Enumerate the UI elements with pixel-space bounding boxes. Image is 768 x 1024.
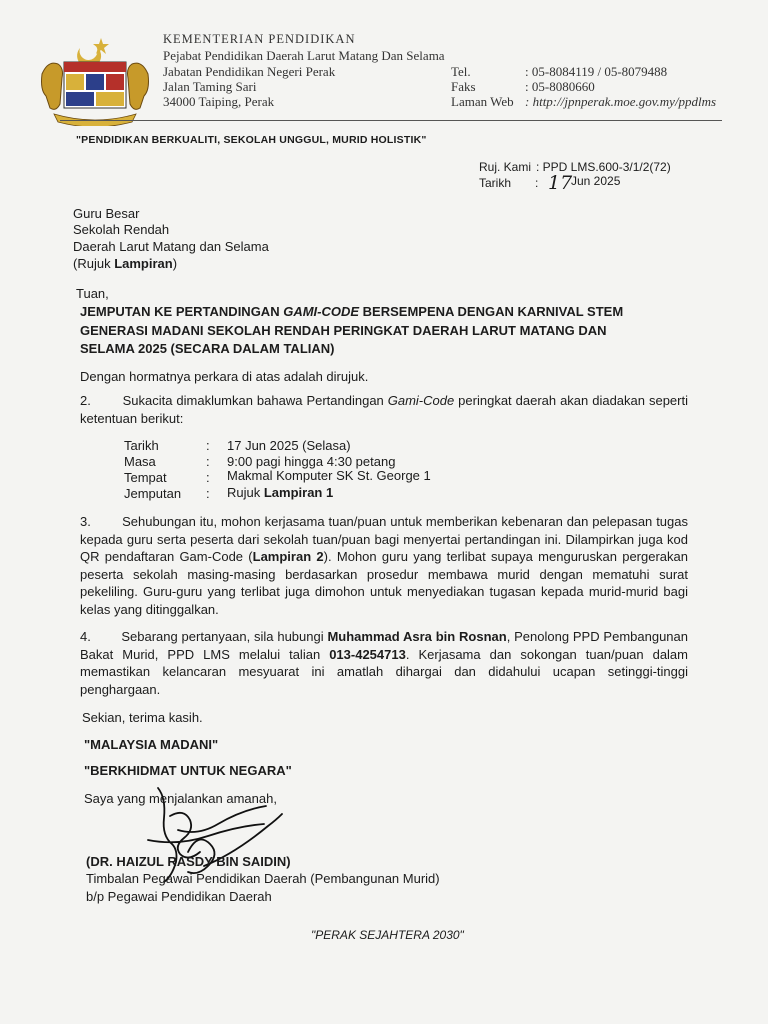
paragraph-2: 2. Sukacita dimaklumkan bahawa Pertandingan Gami-Code peringkat daerah akan diadakan seperti ketentuan berikut: xyxy=(80,393,688,426)
paragraph-4: 4. Sebarang pertanyaan, sila hubungi Muhammad Asra bin Rosnan, Penolong PPD Pembangunan Bakat Murid, PPD LMS melalui talian 013-4254713. Kerjasama dan sokongan tuan/puan dalam memastikan kelancaran mesyuarat ini amatlah dihargai dan didahului ucapan setinggi-tinggi penghargaan. xyxy=(80,629,688,697)
detail-colon: : xyxy=(206,454,210,469)
signer-name: (DR. HAIZUL RASDY BIN SAIDIN) xyxy=(86,854,291,869)
detail-colon: : xyxy=(206,438,210,453)
ref-number: : PPD LMS.600-3/1/2(72) xyxy=(536,160,671,174)
detail-colon: : xyxy=(206,486,210,501)
tel-value: : 05-8084119 / 05-8079488 xyxy=(525,64,668,79)
recipient-line-3: Daerah Larut Matang dan Selama xyxy=(73,239,269,254)
tel-label: Tel. xyxy=(451,64,471,79)
paragraph-3: 3. Sehubungan itu, mohon kerjasama tuan/puan untuk memberikan kebenaran dan pelepasan tugas kepada guru serta peserta dari sekolah tuan/puan bagi menyertai pertandingan ini. Dilampirkan juga kod QR pendaftaran Gam-Code (Lampiran 2). Mohon guru yang terlibat supaya menguruskan pergerakan peserta sekolah masing-masing berdasarkan prosedur membawa murid dengan mematuhi surat pekeliling. Guru-guru yang terlibat juga dimohon untuk menyediakan tugasan kepada murid-murid bagi kelas yang ditinggalkan. xyxy=(80,514,688,617)
slogan-malaysia-madani: "MALAYSIA MADANI" xyxy=(84,737,219,752)
web-label: Laman Web xyxy=(451,94,514,109)
address-city: 34000 Taiping, Perak xyxy=(163,94,275,109)
signer-on-behalf: b/p Pegawai Pendidikan Daerah xyxy=(86,889,272,904)
ref-label: Ruj. Kami xyxy=(479,160,532,174)
detail-value-invitation: Rujuk Lampiran 1 xyxy=(227,485,334,500)
slogan-berkhidmat: "BERKHIDMAT UNTUK NEGARA" xyxy=(84,763,292,778)
trust-statement: Saya yang menjalankan amanah, xyxy=(84,791,277,806)
department-name: Jabatan Pendidikan Negeri Perak xyxy=(163,64,336,79)
education-motto: "PENDIDIKAN BERKUALITI, SEKOLAH UNGGUL, MURID HOLISTIK" xyxy=(76,134,427,146)
recipient-line-4: (Rujuk Lampiran) xyxy=(73,256,178,271)
letter-subject: JEMPUTAN KE PERTANDINGAN GAMI-CODE BERSEMPENA DENGAN KARNIVAL STEM GENERASI MADANI SEKOLAH RENDAH PERINGKAT DAERAH LARUT MATANG DAN SELAMA 2025 (SECARA DALAM TALIAN) xyxy=(80,304,624,356)
salutation: Tuan, xyxy=(76,286,109,301)
closing-remark: Sekian, terima kasih. xyxy=(82,710,203,725)
detail-colon: : xyxy=(206,470,210,485)
fax-label: Faks xyxy=(451,79,476,94)
letterhead-divider xyxy=(60,120,722,121)
web-value: : http://jpnperak.moe.gov.my/ppdlms xyxy=(525,94,717,109)
coat-of-arms-logo xyxy=(34,34,156,126)
address-street: Jalan Taming Sari xyxy=(163,79,257,94)
date-month-year: Jun 2025 xyxy=(571,174,621,188)
intro-sentence: Dengan hormatnya perkara di atas adalah dirujuk. xyxy=(80,369,369,384)
footer-slogan: "PERAK SEJAHTERA 2030" xyxy=(311,928,464,942)
detail-value-venue: Makmal Komputer SK St. George 1 xyxy=(227,468,431,483)
office-name: Pejabat Pendidikan Daerah Larut Matang Dan Selama xyxy=(163,48,445,63)
recipient-line-1: Guru Besar xyxy=(73,206,140,221)
detail-value-date: 17 Jun 2025 (Selasa) xyxy=(227,438,351,453)
handwritten-date-day: 17 xyxy=(548,172,573,194)
ministry-name: KEMENTERIAN PENDIDIKAN xyxy=(163,32,356,46)
detail-label-date: Tarikh xyxy=(124,438,159,453)
detail-label-time: Masa xyxy=(124,454,156,469)
recipient-line-2: Sekolah Rendah xyxy=(73,222,170,237)
detail-label-invitation: Jemputan xyxy=(124,486,182,501)
fax-value: : 05-8080660 xyxy=(525,79,595,94)
signer-position: Timbalan Pegawai Pendidikan Daerah (Pembangunan Murid) xyxy=(86,871,440,886)
date-colon: : xyxy=(535,176,539,190)
date-label: Tarikh xyxy=(479,176,512,190)
detail-value-time: 9:00 pagi hingga 4:30 petang xyxy=(227,454,396,469)
detail-label-venue: Tempat xyxy=(124,470,167,485)
